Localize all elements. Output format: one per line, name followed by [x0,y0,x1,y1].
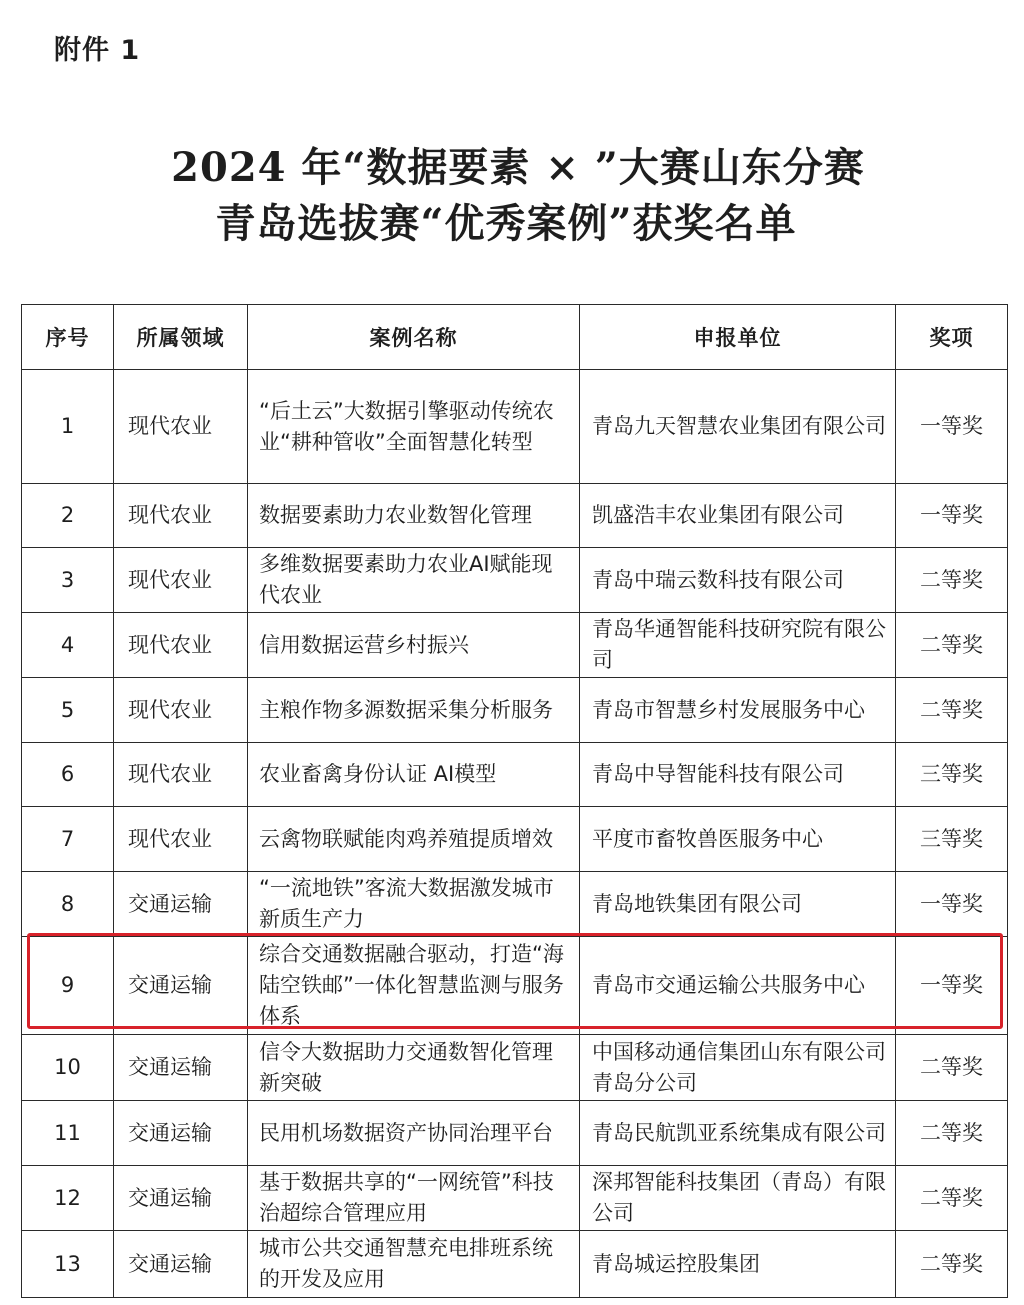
document-title-line-2: 青岛选拔赛“优秀案例”获奖名单 [215,200,797,247]
row-case-name: 主粮作物多源数据采集分析服务 [248,678,580,743]
row-number: 11 [22,1101,114,1166]
attachment-label: 附件 1 [54,35,141,66]
row-number: 4 [22,613,114,678]
row-award: 二等奖 [896,1231,1008,1298]
row-field: 交通运输 [114,872,248,937]
row-field: 现代农业 [114,613,248,678]
row-number: 5 [22,678,114,743]
row-number: 2 [22,484,114,548]
row-unit: 青岛民航凯亚系统集成有限公司 [580,1101,896,1166]
row-award: 二等奖 [896,1101,1008,1166]
row-case-name: 信用数据运营乡村振兴 [248,613,580,678]
row-case-name: 农业畜禽身份认证 AI模型 [248,743,580,807]
row-award: 一等奖 [896,937,1008,1035]
row-case-name: 数据要素助力农业数智化管理 [248,484,580,548]
table-row [22,613,1008,678]
row-field: 现代农业 [114,484,248,548]
row-number: 9 [22,937,114,1035]
row-unit: 青岛地铁集团有限公司 [580,872,896,937]
table-row [22,872,1008,937]
table-row [22,743,1008,807]
row-case-name: 城市公共交通智慧充电排班系统的开发及应用 [248,1231,580,1298]
row-award: 二等奖 [896,613,1008,678]
row-field: 交通运输 [114,1166,248,1231]
row-case-name: “后土云”大数据引擎驱动传统农业“耕种管收”全面智慧化转型 [248,370,580,484]
table-row [22,548,1008,613]
row-award: 一等奖 [896,872,1008,937]
table-row [22,807,1008,872]
row-field: 交通运输 [114,937,248,1035]
row-number: 8 [22,872,114,937]
table-row-highlighted [22,937,1008,1035]
row-field: 现代农业 [114,807,248,872]
row-award: 三等奖 [896,807,1008,872]
row-award: 二等奖 [896,1035,1008,1101]
row-number: 10 [22,1035,114,1101]
row-award: 三等奖 [896,743,1008,807]
row-number: 12 [22,1166,114,1231]
row-award: 一等奖 [896,370,1008,484]
table-row [22,1101,1008,1166]
row-case-name: “一流地铁”客流大数据激发城市新质生产力 [248,872,580,937]
table-header-row [22,305,1008,370]
row-unit: 青岛中导智能科技有限公司 [580,743,896,807]
row-case-name: 民用机场数据资产协同治理平台 [248,1101,580,1166]
row-case-name: 云禽物联赋能肉鸡养殖提质增效 [248,807,580,872]
table-row [22,1231,1008,1298]
row-award: 二等奖 [896,1166,1008,1231]
row-number: 13 [22,1231,114,1298]
row-number: 6 [22,743,114,807]
row-field: 交通运输 [114,1035,248,1101]
row-unit: 青岛九天智慧农业集团有限公司 [580,370,896,484]
row-field: 现代农业 [114,370,248,484]
row-award: 一等奖 [896,484,1008,548]
row-field: 现代农业 [114,743,248,807]
document-title-line-1: 2024 年“数据要素 × ”大赛山东分赛 [171,144,865,191]
awards-table [21,304,1008,1298]
row-unit: 青岛华通智能科技研究院有限公司 [580,613,896,678]
row-case-name: 综合交通数据融合驱动，打造“海陆空铁邮”一体化智慧监测与服务体系 [248,937,580,1035]
row-field: 现代农业 [114,678,248,743]
row-number: 1 [22,370,114,484]
row-case-name: 基于数据共享的“一网统管”科技治超综合管理应用 [248,1166,580,1231]
row-case-name: 信令大数据助力交通数智化管理新突破 [248,1035,580,1101]
header-field: 所属领域 [114,305,248,370]
table-row [22,1166,1008,1231]
header-no: 序号 [22,305,114,370]
row-field: 交通运输 [114,1101,248,1166]
row-unit: 中国移动通信集团山东有限公司青岛分公司 [580,1035,896,1101]
row-unit: 青岛城运控股集团 [580,1231,896,1298]
row-field: 现代农业 [114,548,248,613]
table-row [22,484,1008,548]
row-unit: 凯盛浩丰农业集团有限公司 [580,484,896,548]
row-unit: 青岛中瑞云数科技有限公司 [580,548,896,613]
row-field: 交通运输 [114,1231,248,1298]
table-row [22,370,1008,484]
table-row [22,1035,1008,1101]
row-award: 二等奖 [896,678,1008,743]
row-number: 7 [22,807,114,872]
row-award: 二等奖 [896,548,1008,613]
header-case: 案例名称 [248,305,580,370]
header-award: 奖项 [896,305,1008,370]
row-unit: 青岛市智慧乡村发展服务中心 [580,678,896,743]
row-unit: 平度市畜牧兽医服务中心 [580,807,896,872]
table-row [22,678,1008,743]
header-unit: 申报单位 [580,305,896,370]
row-unit: 青岛市交通运输公共服务中心 [580,937,896,1035]
row-number: 3 [22,548,114,613]
row-unit: 深邦智能科技集团（青岛）有限公司 [580,1166,896,1231]
row-case-name: 多维数据要素助力农业AI赋能现代农业 [248,548,580,613]
